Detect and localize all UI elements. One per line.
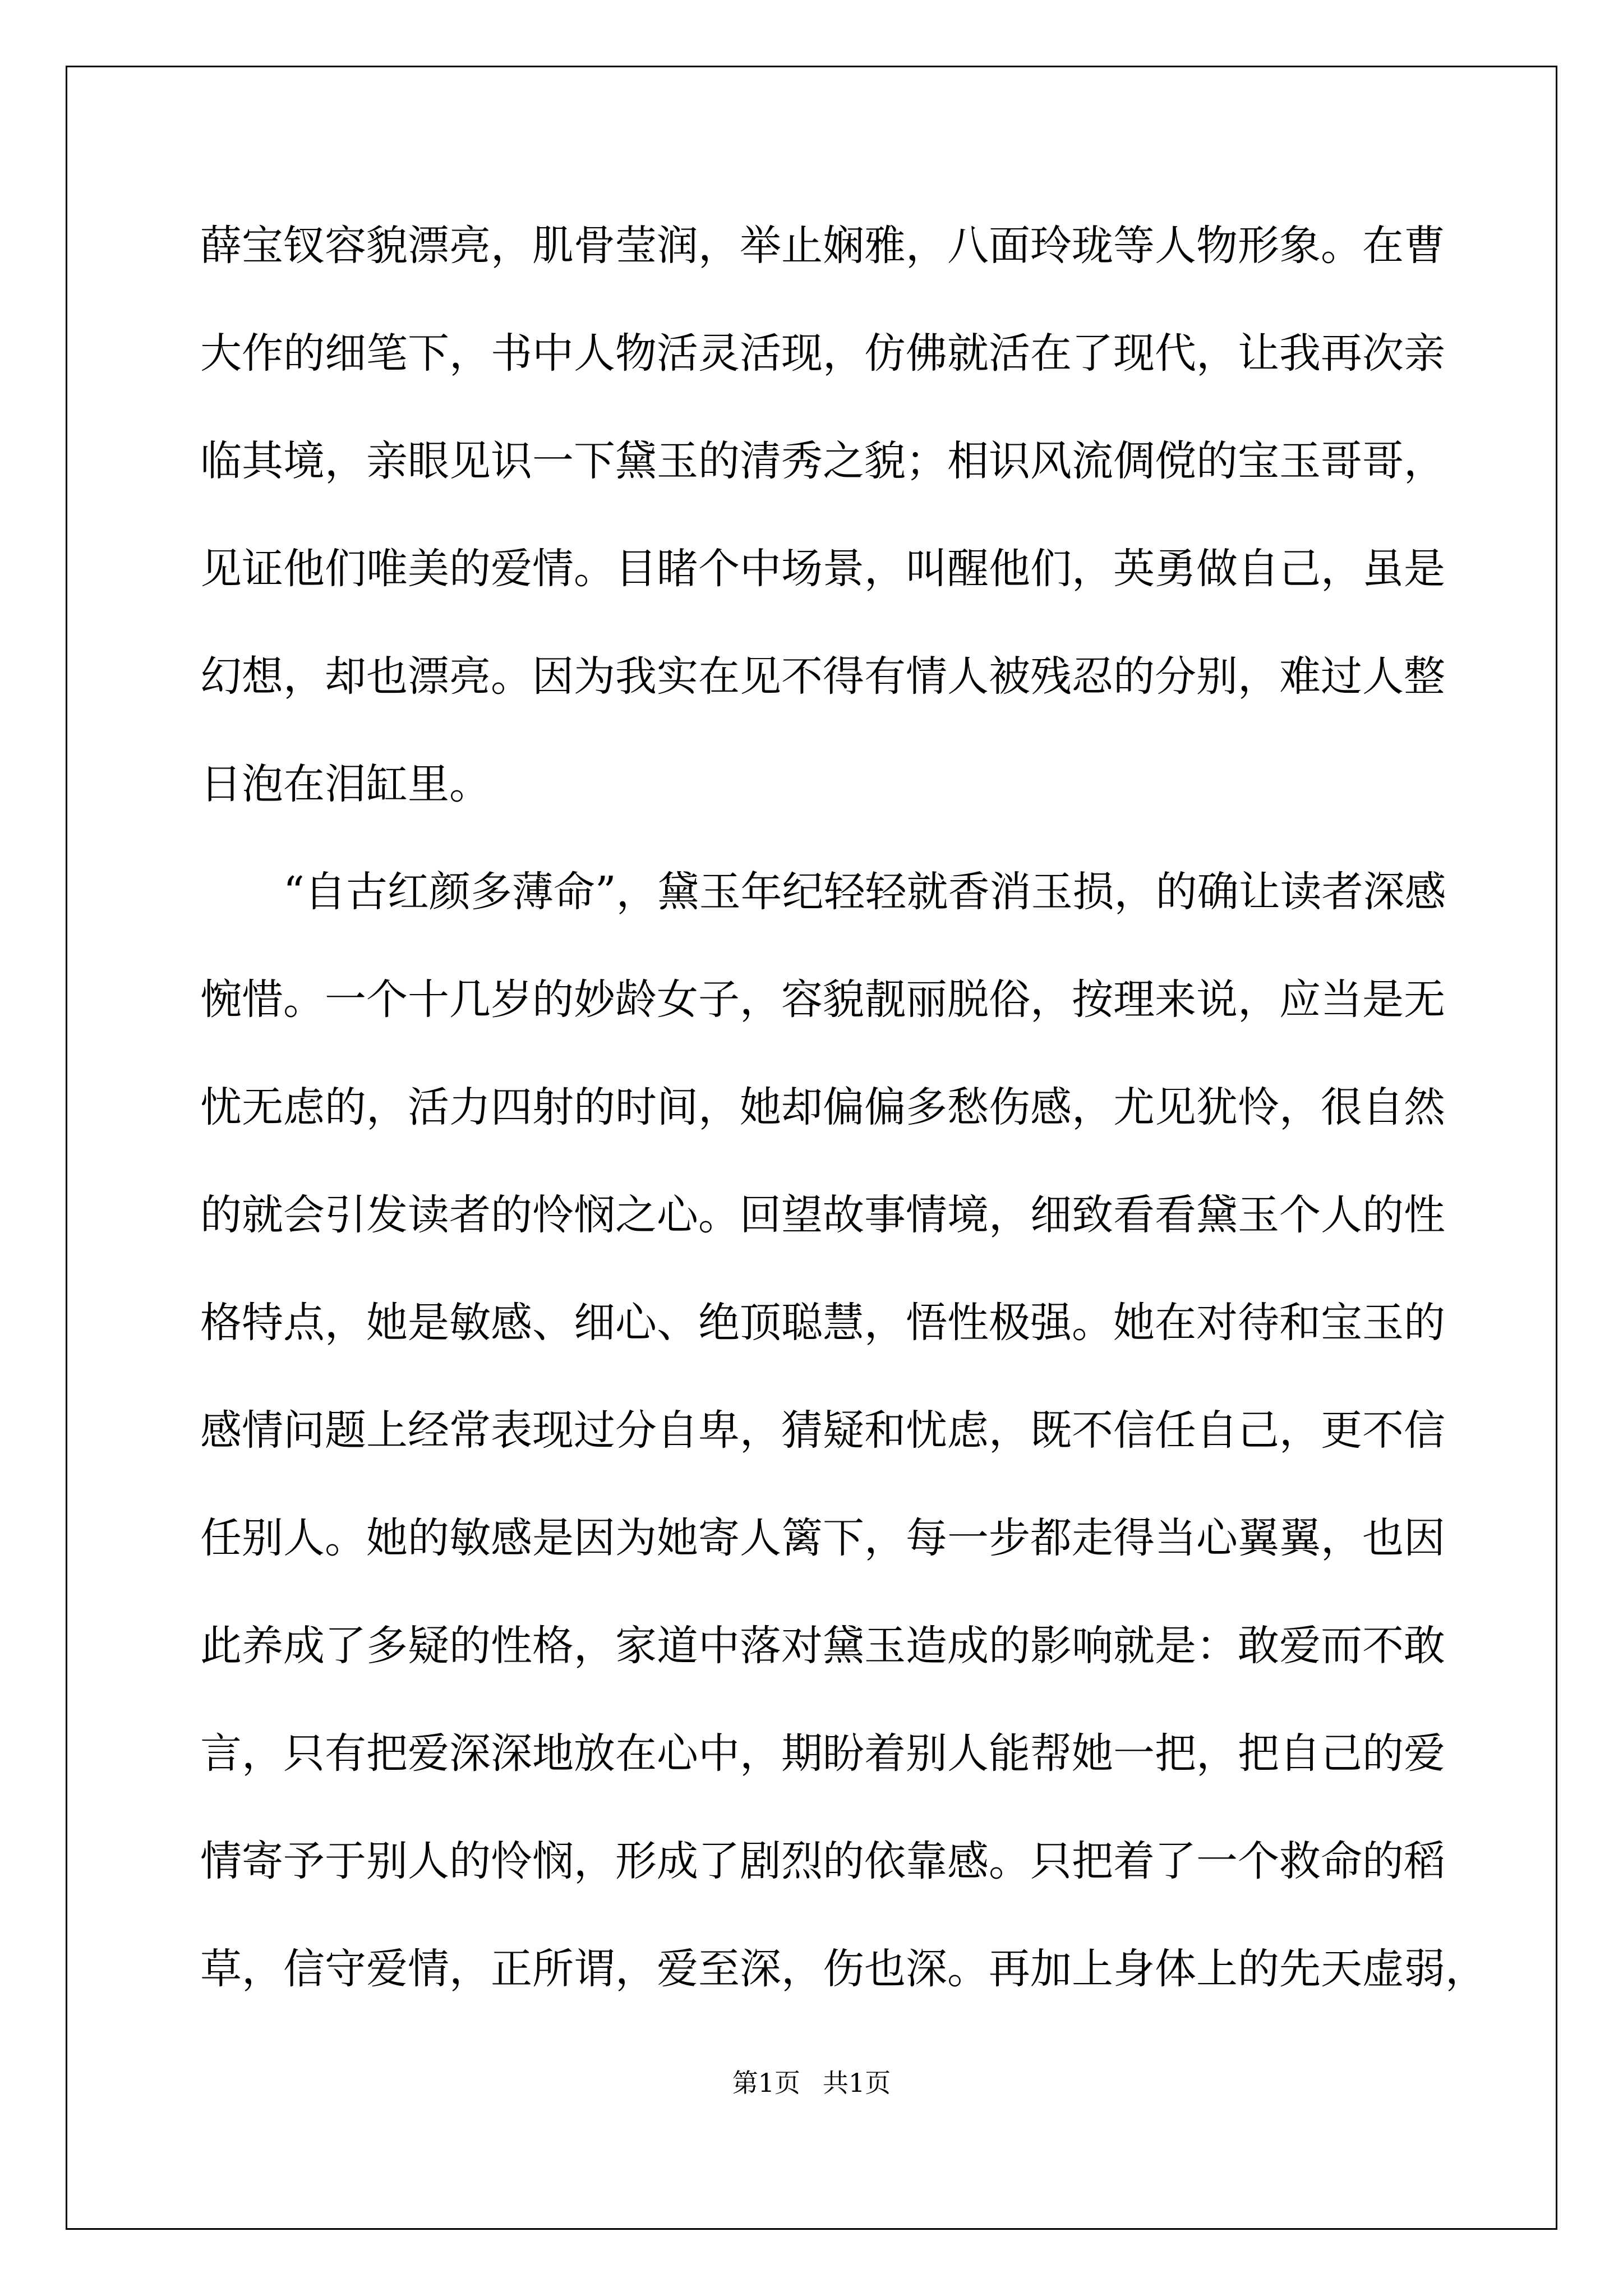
text-line: 的就会引发读者的怜悯之心。回望故事情境，细致看看黛玉个人的性 [200,1191,1445,1239]
text-line: 格特点，她是敏感、细心、绝顶聪慧，悟性极强。她在对待和宝玉的 [200,1299,1445,1347]
text-line: 见证他们唯美的爱情。目睹个中场景，叫醒他们，英勇做自己，虽是 [200,545,1445,593]
text-line: 临其境，亲眼见识一下黛玉的清秀之貌；相识风流倜傥的宝玉哥哥， [200,437,1445,485]
text-line: 情寄予于别人的怜悯，形成了剧烈的依靠感。只把着了一个救命的稻 [200,1837,1445,1885]
text-line: 感情问题上经常表现过分自卑，猜疑和忧虑，既不信任自己，更不信 [200,1406,1445,1455]
text-line: 日泡在泪缸里。 [200,760,491,808]
text-line: 惋惜。一个十几岁的妙龄女子，容貌靓丽脱俗，按理来说，应当是无 [200,976,1445,1024]
body-text [200,212,1487,2043]
page-number-current: 第1页 [732,2068,800,2098]
text-line: 此养成了多疑的性格，家道中落对黛玉造成的影响就是：敢爱而不敢 [200,1622,1445,1670]
text-line: 薛宝钗容貌漂亮，肌骨莹润，举止娴雅，八面玲珑等人物形象。在曹 [200,222,1445,270]
text-line: 幻想，却也漂亮。因为我实在见不得有情人被残忍的分别，难过人整 [200,652,1445,701]
text-line: 草，信守爱情，正所谓，爱至深，伤也深。再加上身体上的先天虚弱， [200,1945,1487,1993]
text-line: 任别人。她的敏感是因为她寄人篱下，每一步都走得当心翼翼，也因 [200,1514,1445,1562]
text-line: 大作的细笔下，书中人物活灵活现，仿佛就活在了现代，让我再次亲 [200,329,1445,378]
text-line: “自古红颜多薄命”，黛玉年纪轻轻就香消玉损，的确让读者深感 [283,868,1446,916]
text-line: 忧无虑的，活力四射的时间，她却偏偏多愁伤感，尤见犹怜，很自然 [200,1083,1445,1131]
text-line: 言，只有把爱深深地放在心中，期盼着别人能帮她一把，把自己的爱 [200,1729,1445,1778]
page-number-total: 共1页 [823,2068,891,2098]
page-footer [0,2066,1623,2100]
